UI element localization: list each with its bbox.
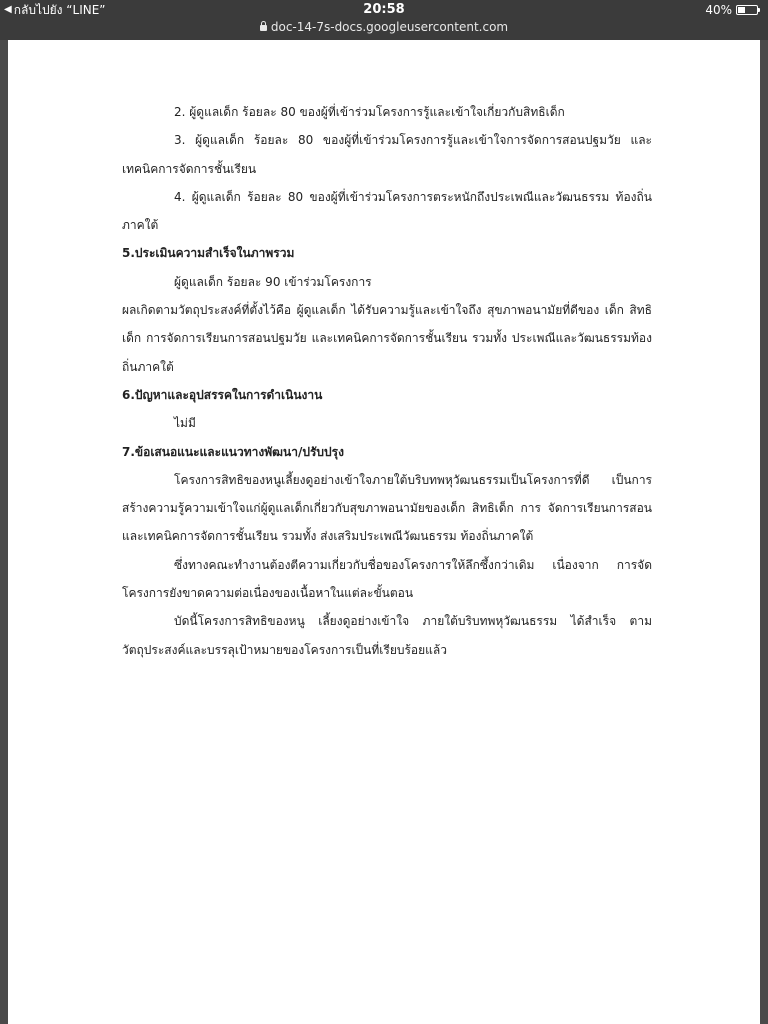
- section-7-paragraph-2: ซึ่งทางคณะทำงานต้องตีความเกี่ยวกับชื่อของโครงการให้ลึกซึ้งกว่าเดิม เนื่องจาก การจัดโครงการยังขาดความต่อเนื่องของเนื้อหาในแต่ละขั้นตอน: [122, 557, 652, 601]
- address-bar[interactable]: [0, 19, 768, 35]
- section-5-heading: 5.ประเมินความสำเร็จในภาพรวม: [122, 246, 295, 261]
- battery-percent: 40%: [705, 3, 732, 17]
- section-7-paragraph-3: บัดนี้โครงการสิทธิของหนู เลี้ยงดูอย่างเข้าใจ ภายใต้บริบทพหุวัฒนธรรม ได้สำเร็จ ตามวัตถุประสงค์และบรรลุเป้าหมายของโครงการเป็นที่เรียบร้อยแล้ว: [122, 614, 652, 657]
- document-body: [122, 98, 652, 664]
- objective-item-3: 3. ผู้ดูแลเด็ก ร้อยละ 80 ของผู้ที่เข้าร่วมโครงการรู้และเข้าใจการจัดการสอนปฐมวัย และเทคนิคการจัดการชั้นเรียน: [122, 133, 652, 176]
- objective-item-4: 4. ผู้ดูแลเด็ก ร้อยละ 80 ของผู้ที่เข้าร่วมโครงการตระหนักถึงประเพณีและวัฒนธรรม ท้องถิ่นภาคใต้: [122, 189, 652, 233]
- status-bar: [0, 0, 768, 40]
- section-6-body: ไม่มี: [174, 416, 196, 431]
- section-5-result: ผลเกิดตามวัตถุประสงค์ที่ตั้งไว้คือ ผู้ดูแลเด็ก ได้รับความรู้และเข้าใจถึง สุขภาพอนามัยที่ดีของ เด็ก สิทธิเด็ก การจัดการเรียนการสอนปฐมวัย และเทคนิคการจัดการชั้นเรียน รวมทั้ง ประเพณีและวัฒนธรรมท้องถิ่นภาคใต้: [122, 303, 652, 374]
- section-6-heading: 6.ปัญหาและอุปสรรคในการดำเนินงาน: [122, 387, 323, 402]
- battery-fill: [738, 7, 745, 13]
- battery-status: [705, 3, 758, 17]
- back-arrow-icon: ◀: [4, 4, 12, 15]
- lock-icon: [260, 25, 267, 31]
- url-text: doc-14-7s-docs.googleusercontent.com: [270, 20, 509, 34]
- section-7-paragraph-1: โครงการสิทธิของหนูเลี้ยงดูอย่างเข้าใจภายใต้บริบทพหุวัฒนธรรมเป็นโครงการที่ดี เป็นการสร้างความรู้ความเข้าใจแก่ผู้ดูแลเด็กเกี่ยวกับสุขภาพอนามัยของเด็ก สิทธิเด็ก การ จัดการเรียนการสอน และเทคนิคการจัดการชั้นเรียน รวมทั้ง ส่งเสริมประเพณีวัฒนธรรม ท้องถิ่นภาคใต้: [122, 472, 652, 544]
- battery-icon: [736, 5, 758, 15]
- document-page: [8, 40, 760, 1024]
- objective-item-2: 2. ผู้ดูแลเด็ก ร้อยละ 80 ของผู้ที่เข้าร่วมโครงการรู้และเข้าใจเกี่ยวกับสิทธิเด็ก: [174, 105, 565, 119]
- section-7-heading: 7.ข้อเสนอแนะและแนวทางพัฒนา/ปรับปรุง: [122, 444, 344, 459]
- back-label: กลับไปยัง “LINE”: [13, 3, 106, 17]
- section-5-participation: ผู้ดูแลเด็ก ร้อยละ 90 เข้าร่วมโครงการ: [174, 274, 372, 289]
- clock: 20:58: [363, 2, 405, 17]
